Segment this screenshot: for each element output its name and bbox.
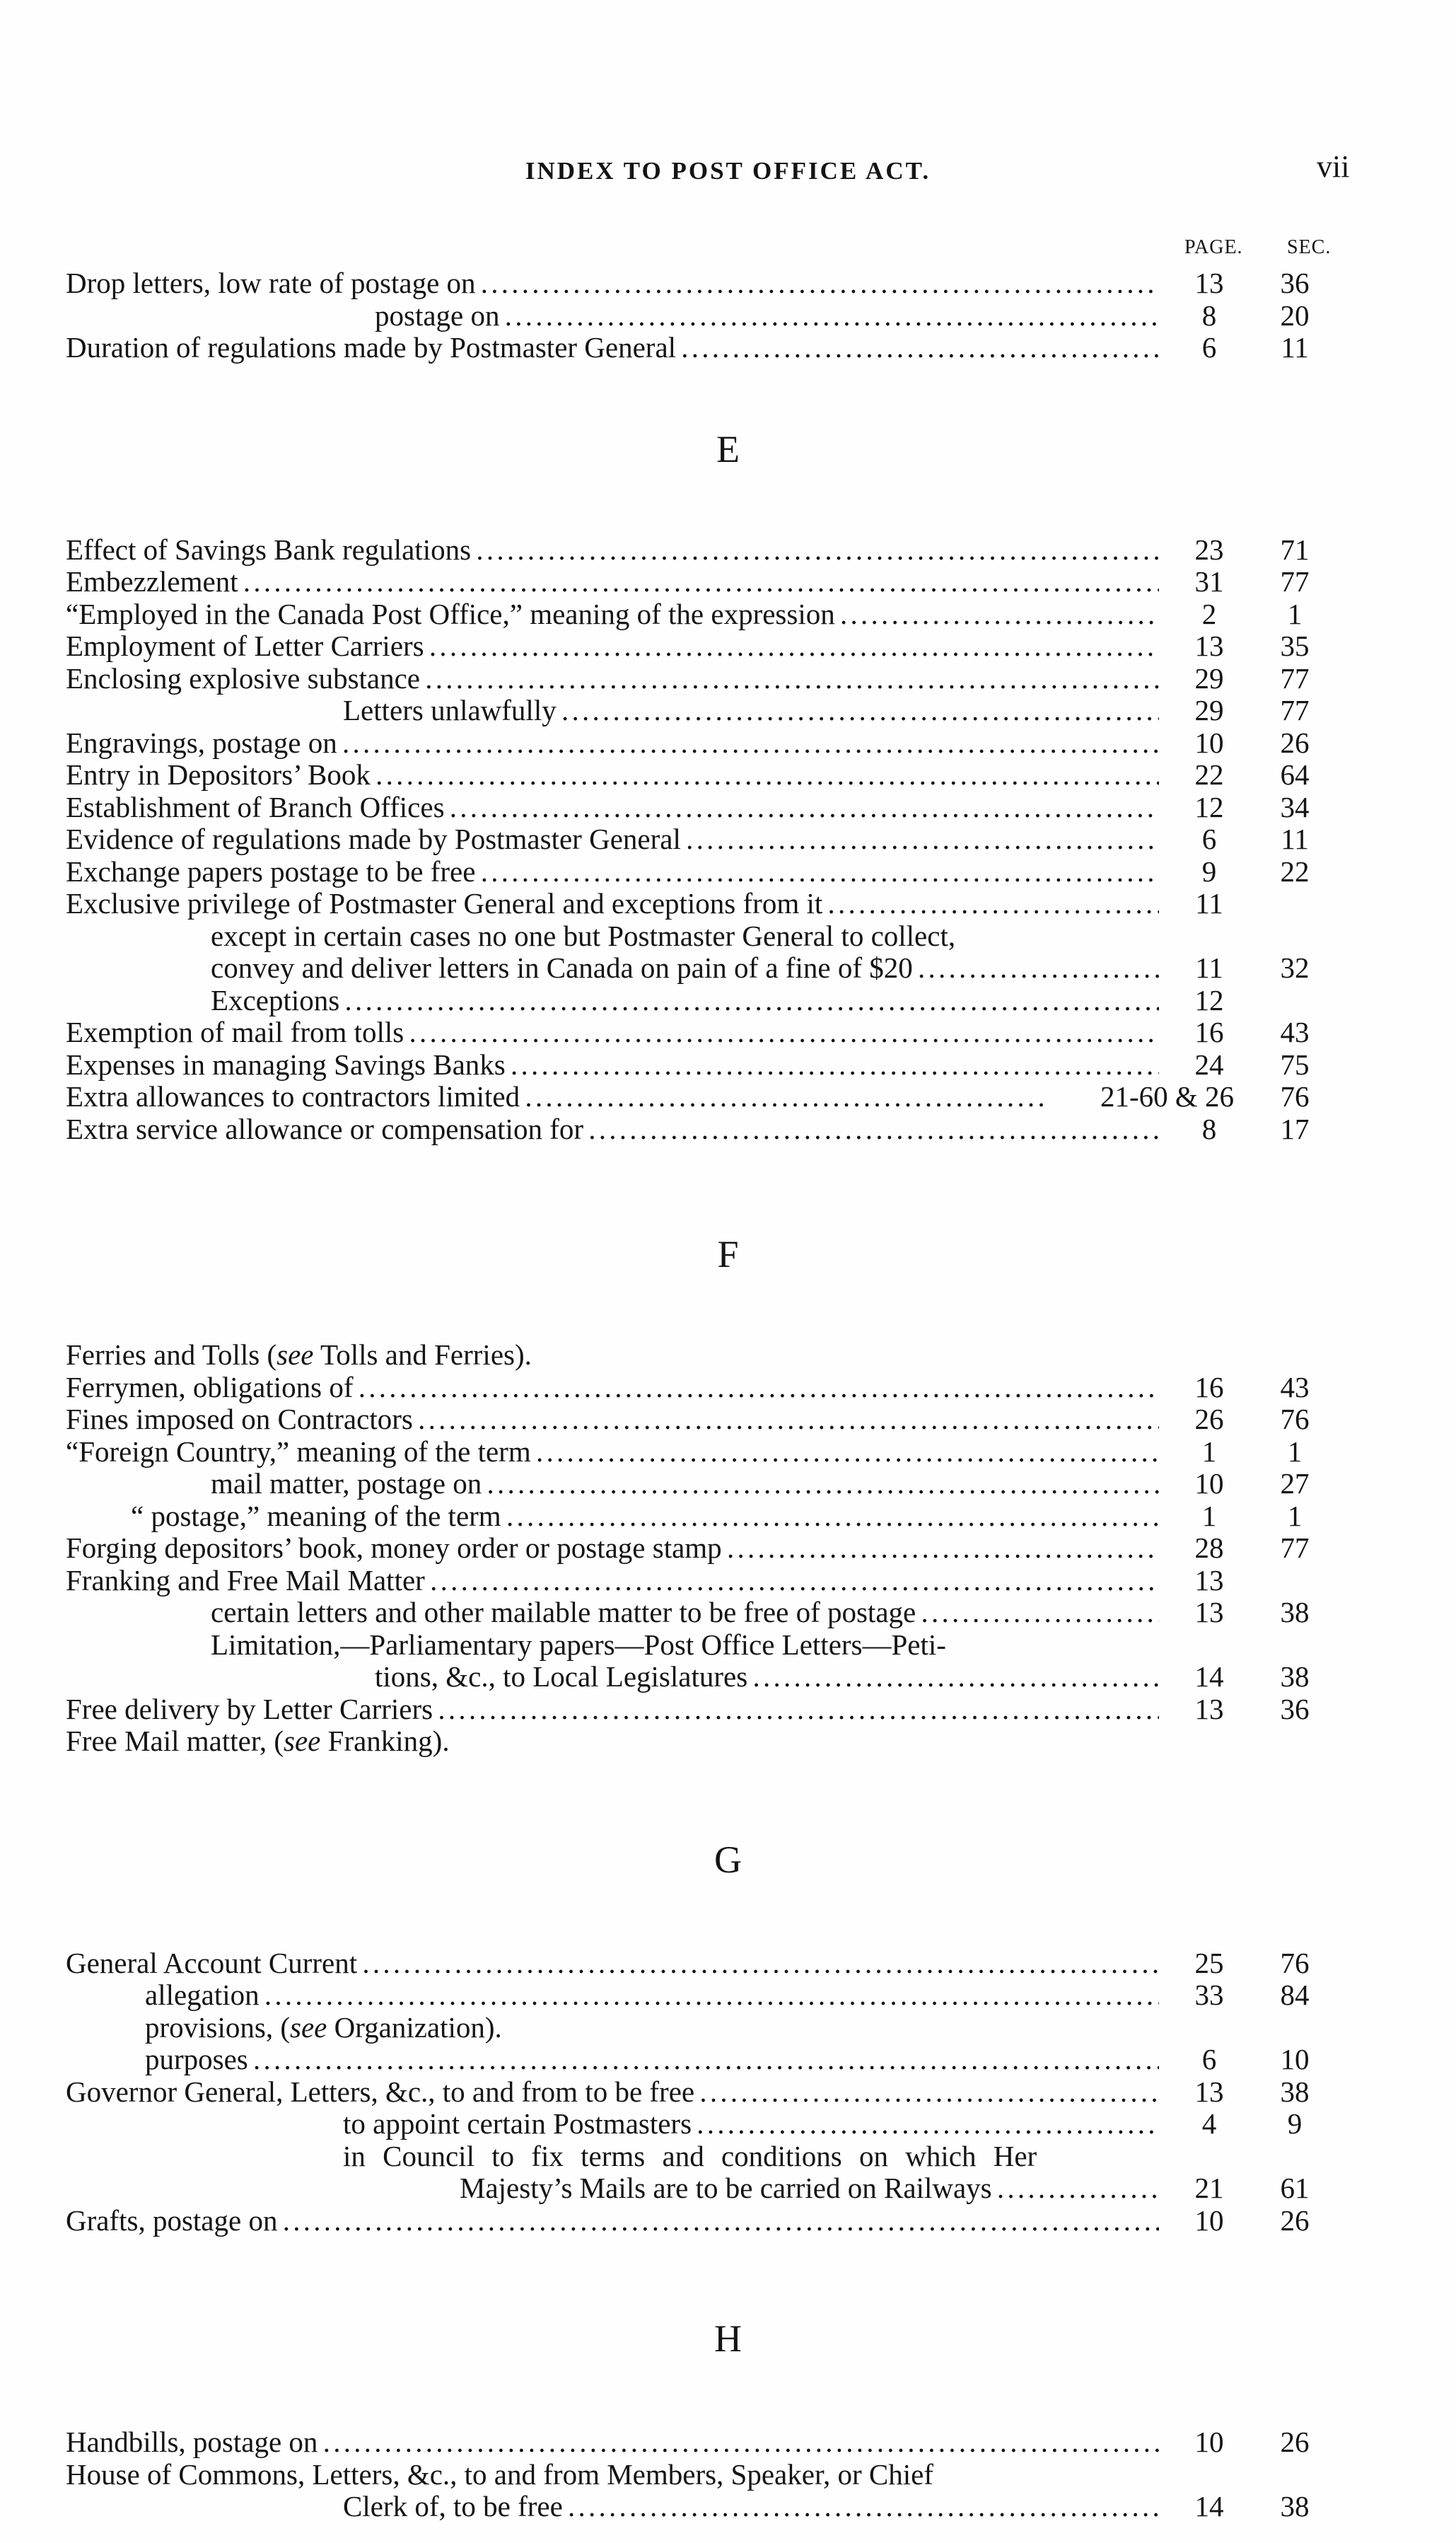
entry-text: Franking and Free Mail Matter . . . xyxy=(0,1565,1159,1597)
entry-text: Grafts, postage on . . . xyxy=(0,2205,1159,2237)
entry-section: 43 xyxy=(1280,1016,1310,1048)
entry-text: Duration of regulations made by Postmaster General . . . xyxy=(0,332,1159,364)
entry-text: Expenses in managing Savings Banks . . . xyxy=(0,1049,1159,1082)
entry-text: postage on . . . xyxy=(0,300,1159,332)
entry-text: in Council to fix terms and conditions on which Her xyxy=(343,2140,1037,2172)
entry-text: Drop letters, low rate of postage on . . . xyxy=(0,267,1159,300)
entry-section: 1 xyxy=(1287,1435,1303,1468)
index-entries xyxy=(0,267,1456,2523)
entry-page: 13 xyxy=(1194,1563,1224,1597)
entry-text: Exclusive privilege of Postmaster General and exceptions from it . . . xyxy=(0,888,1159,920)
entry-section: 64 xyxy=(1280,758,1310,791)
entry-text: certain letters and other mailable matter to be free of postage . . . xyxy=(0,1597,1159,1629)
entry-text: Establishment of Branch Offices . . . xyxy=(0,792,1159,824)
entry-text: Ferrymen, obligations of . . . xyxy=(0,1372,1159,1404)
entry-page: 13 xyxy=(1194,1596,1224,1628)
entry-page: 10 xyxy=(1194,2426,1224,2458)
entry-page: 14 xyxy=(1194,1660,1224,1693)
index-entry xyxy=(0,1500,1456,1533)
entry-text: “Employed in the Canada Post Office,” meaning of the expression . . . xyxy=(0,598,1159,631)
index-entry xyxy=(0,2108,1456,2141)
entry-text: “Foreign Country,” meaning of the term . . . xyxy=(0,1436,1159,1469)
entry-page: 6 xyxy=(1201,2043,1217,2075)
entry-section: 61 xyxy=(1280,2172,1310,2204)
entry-section: 26 xyxy=(1280,2203,1310,2237)
entry-page: 13 xyxy=(1194,2075,1224,2108)
entry-text: to appoint certain Postmasters . . . xyxy=(0,2108,1159,2141)
entry-text: Governor General, Letters, &c., to and from to be free . . . xyxy=(0,2076,1159,2109)
entry-page: 26 xyxy=(1194,1403,1224,1435)
entry-section: 17 xyxy=(1280,1112,1310,1145)
section-column-heading: SEC. xyxy=(1287,236,1332,258)
entry-page: 29 xyxy=(1194,661,1224,695)
index-entry xyxy=(0,759,1456,792)
section-letter-h: H xyxy=(714,2317,742,2360)
entry-text: Forging depositors’ book, money order or postage stamp . . . xyxy=(0,1532,1159,1565)
entry-text: Exemption of mail from tolls . . . xyxy=(0,1016,1159,1049)
entry-text: Evidence of regulations made by Postmaster General . . . xyxy=(0,823,1159,856)
index-entry xyxy=(0,727,1456,760)
entry-page: 11 xyxy=(1195,951,1223,984)
entry-text: except in certain cases no one but Postmaster General to collect, xyxy=(211,920,956,952)
entry-page: 25 xyxy=(1194,1946,1224,1979)
entry-section: 38 xyxy=(1280,1660,1310,1693)
index-entry xyxy=(0,1947,1456,1980)
index-entry xyxy=(0,566,1456,598)
index-entry xyxy=(0,534,1456,567)
entry-page: 8 xyxy=(1201,299,1217,332)
entry-section: 77 xyxy=(1280,661,1310,695)
index-entry xyxy=(0,823,1456,856)
entry-page: 22 xyxy=(1194,758,1224,791)
entry-text: provisions, (see Organization). xyxy=(145,2011,502,2044)
entry-page: 10 xyxy=(1194,2203,1224,2237)
entry-text: Ferries and Tolls (see Tolls and Ferries). xyxy=(66,1339,532,1371)
index-entry xyxy=(0,2491,1456,2523)
entry-page: 33 xyxy=(1194,1979,1224,2011)
entry-section: 76 xyxy=(1280,1080,1310,1113)
entry-page: 21 xyxy=(1194,2172,1224,2204)
entry-section: 34 xyxy=(1280,790,1310,823)
index-entry xyxy=(0,1436,1456,1469)
entry-section: 11 xyxy=(1281,823,1309,855)
entry-page: 14 xyxy=(1194,2490,1224,2522)
entry-page: 23 xyxy=(1194,533,1224,566)
index-entry xyxy=(0,1979,1456,2012)
entry-section: 76 xyxy=(1280,1946,1310,1979)
index-entry xyxy=(0,856,1456,888)
entry-section: 36 xyxy=(1280,1692,1310,1725)
page-column-heading: PAGE. xyxy=(1184,236,1243,258)
index-entry xyxy=(0,663,1456,695)
entry-section: 11 xyxy=(1281,331,1309,364)
entry-page: 11 xyxy=(1195,887,1223,920)
index-entry xyxy=(0,2459,1456,2491)
index-entry xyxy=(0,952,1456,985)
index-entry xyxy=(0,1339,1456,1372)
index-entry xyxy=(0,630,1456,663)
entry-section: 76 xyxy=(1280,1403,1310,1435)
entry-page: 29 xyxy=(1194,694,1224,726)
index-entry xyxy=(0,2076,1456,2109)
entry-text: mail matter, postage on . . . xyxy=(0,1468,1159,1500)
entry-section: 77 xyxy=(1280,565,1310,598)
running-title: INDEX TO POST OFFICE ACT. xyxy=(525,157,931,185)
entry-page: 12 xyxy=(1194,983,1224,1016)
entry-page: 10 xyxy=(1194,726,1224,759)
index-entry xyxy=(0,1629,1456,1662)
page-number-roman: vii xyxy=(1317,149,1350,184)
entry-section: 32 xyxy=(1280,951,1310,984)
entry-text: Extra allowances to contractors limited . . . xyxy=(0,1081,1046,1113)
index-entry xyxy=(0,2426,1456,2459)
index-entry xyxy=(0,598,1456,631)
entry-page: 9 xyxy=(1201,855,1217,888)
entry-page: 1 xyxy=(1201,1499,1217,1532)
entry-page: 13 xyxy=(1194,1692,1224,1725)
index-entry xyxy=(0,1113,1456,1146)
entry-section: 36 xyxy=(1280,267,1310,299)
entry-page: 13 xyxy=(1194,267,1224,299)
column-headings xyxy=(1184,236,1375,262)
entry-page: 28 xyxy=(1194,1531,1224,1564)
entry-text: Handbills, postage on . . . xyxy=(0,2426,1159,2459)
entry-section: 20 xyxy=(1280,299,1310,332)
section-letter-e: E xyxy=(716,427,740,470)
index-entry xyxy=(0,985,1456,1017)
entry-section: 75 xyxy=(1280,1048,1310,1081)
entry-section: 77 xyxy=(1280,694,1310,726)
index-entry xyxy=(0,888,1456,920)
entry-text: Exchange papers postage to be free . . . xyxy=(0,856,1159,888)
entry-section: 43 xyxy=(1280,1370,1310,1403)
entry-text: Letters unlawfully . . . xyxy=(0,695,1159,727)
entry-text: Entry in Depositors’ Book . . . xyxy=(0,759,1159,792)
index-entry xyxy=(0,332,1456,364)
entry-text: General Account Current . . . xyxy=(0,1947,1159,1980)
index-entry xyxy=(0,2141,1456,2173)
index-entry xyxy=(0,1468,1456,1500)
index-entry xyxy=(0,300,1456,332)
entry-page: 13 xyxy=(1194,630,1224,662)
entry-section: 26 xyxy=(1280,726,1310,759)
index-entry xyxy=(0,2205,1456,2237)
index-entry xyxy=(0,1372,1456,1404)
index-entry xyxy=(0,1049,1456,1082)
entry-section: 22 xyxy=(1280,855,1310,888)
entry-section: 77 xyxy=(1280,1531,1310,1564)
entry-text: purposes . . . xyxy=(0,2044,1159,2076)
entry-text: tions, &c., to Local Legislatures . . . xyxy=(0,1661,1159,1693)
entry-section: 38 xyxy=(1280,2490,1310,2522)
entry-section: 9 xyxy=(1287,2107,1303,2140)
entry-section: 71 xyxy=(1280,533,1310,566)
entry-text: Enclosing explosive substance . . . xyxy=(0,663,1159,695)
index-entry xyxy=(0,1725,1456,1758)
entry-text: Free Mail matter, (see Franking). xyxy=(66,1725,450,1757)
index-entry xyxy=(0,1661,1456,1693)
entry-page: 12 xyxy=(1194,790,1224,823)
entry-page: 6 xyxy=(1201,823,1217,855)
entry-text: allegation . . . xyxy=(0,1979,1159,2012)
entry-text: Limitation,—Parliamentary papers—Post Office Letters—Peti- xyxy=(211,1628,946,1661)
section-letter-g: G xyxy=(714,1838,742,1881)
entry-text: Fines imposed on Contractors . . . xyxy=(0,1403,1159,1436)
index-entry xyxy=(0,1081,1456,1113)
index-entry xyxy=(0,2012,1456,2044)
entry-page: 21-60 & 26 xyxy=(1100,1080,1234,1113)
entry-section: 35 xyxy=(1280,630,1310,662)
entry-page: 2 xyxy=(1201,597,1217,630)
entry-page: 10 xyxy=(1194,1467,1224,1500)
entry-page: 16 xyxy=(1194,1370,1224,1403)
entry-section: 1 xyxy=(1287,597,1303,630)
entry-text: convey and deliver letters in Canada on pain of a fine of $20 . . . xyxy=(0,952,1159,985)
index-entry xyxy=(0,1565,1456,1597)
entry-section: 10 xyxy=(1280,2043,1310,2075)
index-entry xyxy=(0,1597,1456,1629)
entry-page: 16 xyxy=(1194,1016,1224,1048)
index-entry xyxy=(0,1693,1456,1726)
index-entry xyxy=(0,1016,1456,1049)
index-entry xyxy=(0,267,1456,300)
entry-page: 31 xyxy=(1194,565,1224,598)
entry-section: 1 xyxy=(1287,1499,1303,1532)
entry-section: 27 xyxy=(1280,1467,1310,1500)
entry-page: 1 xyxy=(1201,1435,1217,1468)
entry-page: 24 xyxy=(1194,1048,1224,1081)
entry-text: Clerk of, to be free . . . xyxy=(0,2491,1159,2523)
index-entry xyxy=(0,1532,1456,1565)
entry-page: 8 xyxy=(1201,1112,1217,1145)
entry-text: Engravings, postage on . . . xyxy=(0,727,1159,760)
entry-section: 38 xyxy=(1280,1596,1310,1628)
index-entry xyxy=(0,2172,1456,2205)
entry-text: Majesty’s Mails are to be carried on Railways . . . xyxy=(0,2172,1159,2205)
entry-text: Extra service allowance or compensation for . . . xyxy=(0,1113,1159,1146)
index-entry xyxy=(0,2044,1456,2076)
index-entry xyxy=(0,920,1456,953)
entry-section: 26 xyxy=(1280,2426,1310,2458)
entry-text: Exceptions . . . xyxy=(0,985,1159,1017)
entry-text: “ postage,” meaning of the term . . . xyxy=(0,1500,1159,1533)
entry-text: Effect of Savings Bank regulations . . . xyxy=(0,534,1159,567)
entry-text: House of Commons, Letters, &c., to and from Members, Speaker, or Chief xyxy=(66,2458,933,2491)
section-letter-f: F xyxy=(717,1233,739,1275)
entry-section: 38 xyxy=(1280,2075,1310,2108)
entry-text: Employment of Letter Carriers . . . xyxy=(0,630,1159,663)
entry-page: 4 xyxy=(1201,2107,1217,2140)
index-entry xyxy=(0,695,1456,727)
index-entry xyxy=(0,1403,1456,1436)
entry-section: 84 xyxy=(1280,1979,1310,2011)
entry-text: Embezzlement . . . xyxy=(0,566,1159,598)
index-entry xyxy=(0,792,1456,824)
entry-page: 6 xyxy=(1201,331,1217,364)
entry-text: Free delivery by Letter Carriers . . . xyxy=(0,1693,1159,1726)
